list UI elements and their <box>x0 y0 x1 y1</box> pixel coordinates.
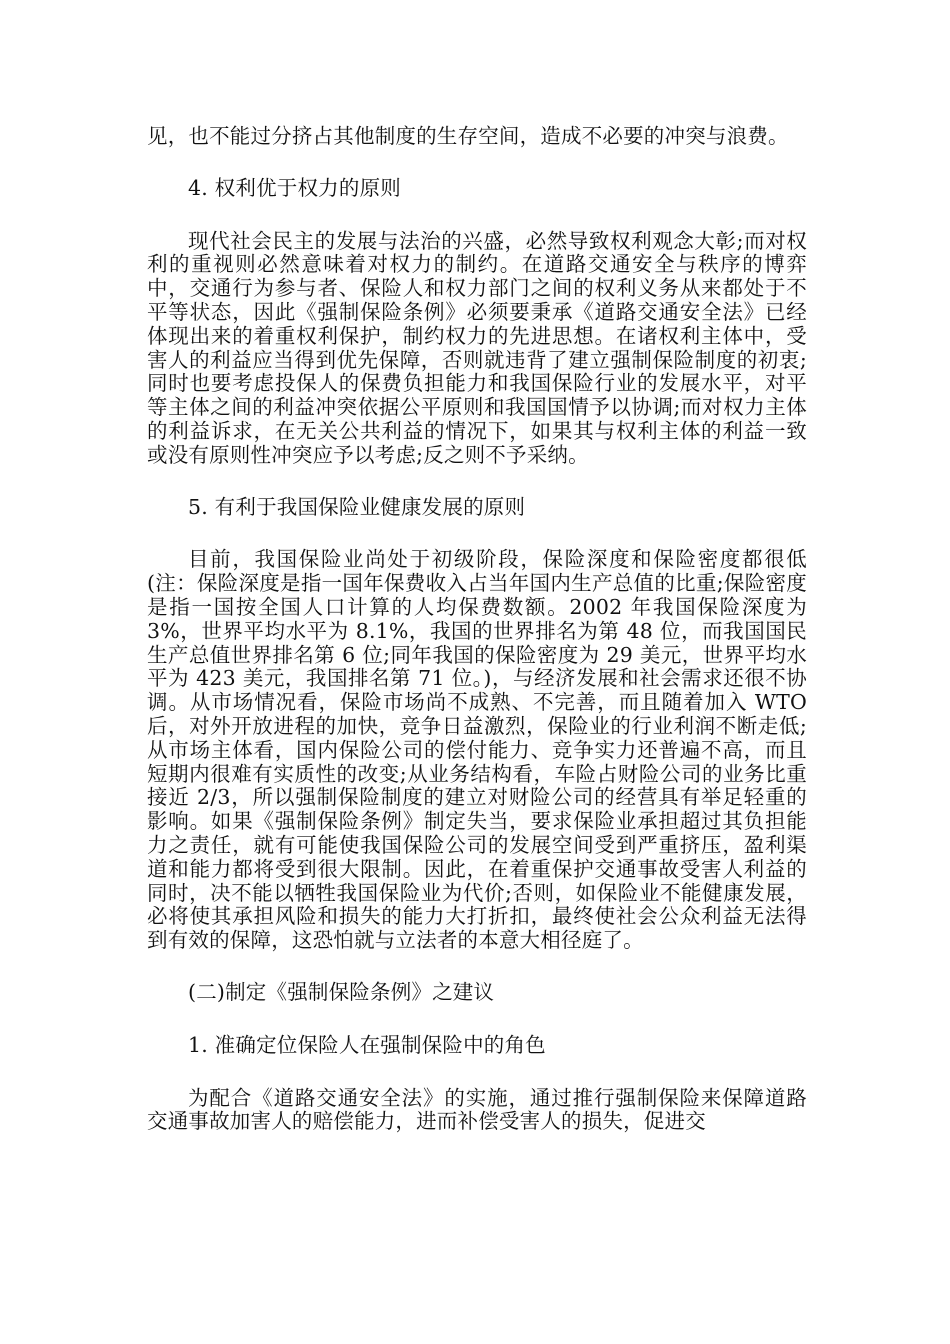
section-heading-4: 4. 权利优于权力的原则 <box>188 175 401 200</box>
section-heading-1: 1. 准确定位保险人在强制保险中的角色 <box>188 1032 546 1057</box>
document-page <box>147 125 807 1162</box>
paragraph-insurer-role: 为配合《道路交通安全法》的实施，通过推行强制保险来保障道路交通事故加害人的赔偿能力，进而补偿受害人的损失，促进交 <box>147 1085 807 1134</box>
paragraph-continuation: 见，也不能过分挤占其他制度的生存空间，造成不必要的冲突与浪费。 <box>147 124 789 148</box>
section-heading-5: 5. 有利于我国保险业健康发展的原则 <box>188 494 526 519</box>
section-heading-suggestions: (二)制定《强制保险条例》之建议 <box>188 979 495 1004</box>
paragraph-insurance-industry: 目前，我国保险业尚处于初级阶段，保险深度和保险密度都很低(注：保险深度是指一国年保费收入占当年国内生产总值的比重;保险密度是指一国按全国人口计算的人均保费数额。2002 年我国保险深度为 3%，世界平均水平为 8.1%，我国的世界排名为第 48 位，而我国国民生产总值世界排名第 6 位;同年我国的保险密度为 29 美元，世界平均水平为 423 美元，我国排名第 71 位。)，与经济发展和社会需求还很不协调。从市场情况看，保险市场尚不成熟、不完善，而且随着加入 WTO 后，对外开放进程的加快，竞争日益激烈，保险业的行业利润不断走低;从市场主体看，国内保险公司的偿付能力、竞争实力还普遍不高，而且短期内很难有实质性的改变;从业务结构看，车险占财险公司的业务比重接近 2/3，所以强制保险制度的建立对财险公司的经营具有举足轻重的影响。如果《强制保险条例》制定失当，要求保险业承担超过其负担能力之责任，就有可能使我国保险公司的发展空间受到严重挤压，盈利渠道和能力都将受到很大限制。因此，在着重保护交通事故受害人利益的同时，决不能以牺牲我国保险业为代价;否则，如保险业不能健康发展，必将使其承担风险和损失的能力大打折扣，最终使社会公众利益无法得到有效的保障，这恐怕就与立法者的本意大相径庭了。 <box>147 547 807 953</box>
paragraph-rights-principle: 现代社会民主的发展与法治的兴盛，必然导致权利观念大彰;而对权利的重视则必然意味着对权力的制约。在道路交通安全与秩序的博弈中，交通行为参与者、保险人和权力部门之间的权利义务从来都处于不平等状态，因此《强制保险条例》必须要秉承《道路交通安全法》已经体现出来的着重权利保护，制约权力的先进思想。在诸权利主体中，受害人的利益应当得到优先保障，否则就违背了建立强制保险制度的初衷;同时也要考虑投保人的保费负担能力和我国保险行业的发展水平，对平等主体之间的利益冲突依据公平原则和我国国情予以协调;而对权力主体的利益诉求，在无关公共利益的情况下，如果其与权利主体的利益一致或没有原则性冲突应予以考虑;反之则不予采纳。 <box>147 228 807 467</box>
